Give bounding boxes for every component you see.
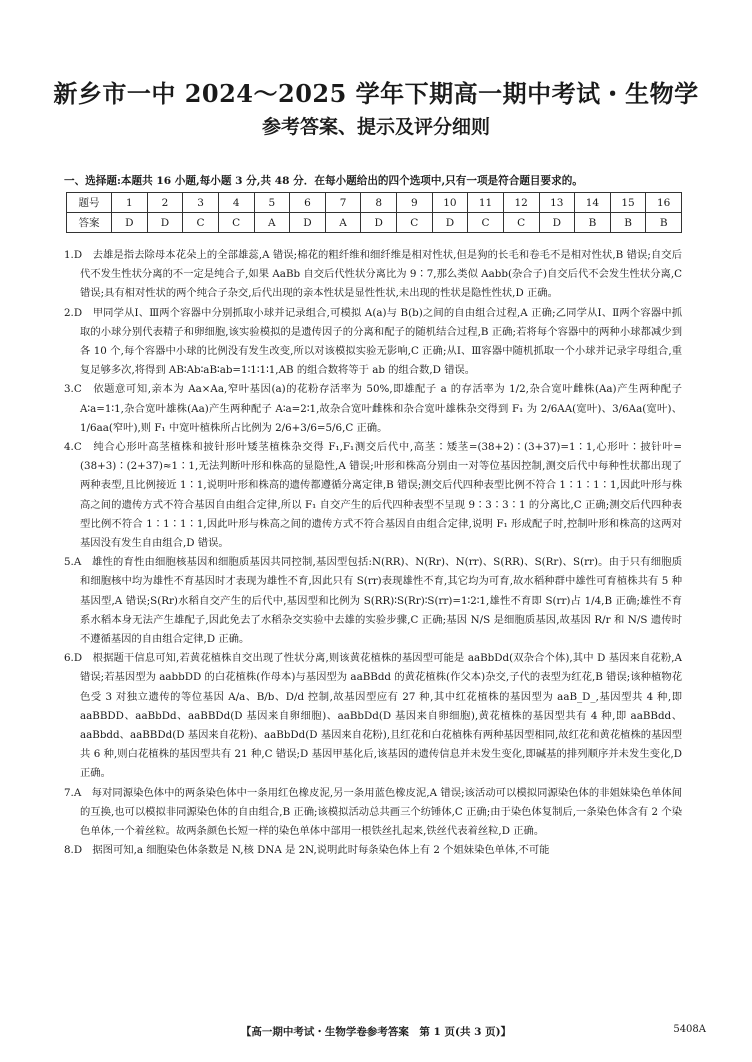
answer-cell: D [539, 213, 575, 233]
answer-cell: B [610, 213, 646, 233]
question-number: 8 [361, 193, 397, 213]
question-number: 1 [112, 193, 148, 213]
explanation-item: 7.A 每对同源染色体中的两条染色体中一条用红色橡皮泥,另一条用蓝色橡皮泥,A 错误;该活动可以模拟同源染色体的非姐妹染色单体间的互换,也可以模拟非同源染色体的自由组合,B 正确;该模拟活动总共画三个纺锤体,C 正确;由于染色体复制后,一条染色体含有 2 个染色单体,一个着丝粒。故两条颜色长短一样的染色单体中部用一根铁丝扎起来,铁丝代表着丝粒,D 正确。 [64, 786, 682, 838]
section-heading: 一、选择题:本题共 16 小题,每小题 3 分,共 48 分．在每小题给出的四个选项中,只有一项是符合题目要求的。 [64, 175, 583, 187]
question-number: 13 [539, 193, 575, 213]
explanation-item: 4.C 纯合心形叶高茎植株和披针形叶矮茎植株杂交得 F₁,F₁测交后代中,高茎∶矮茎=(38+2)∶(3+37)=1∶1,心形叶∶披针叶=(38+3)∶(2+37)≈1∶1,无法判断叶形和株高的显隐性,A 错误;叶形和株高分别由一对等位基因控制,测交后代中每种性状都出现了两种表型,且比例接近 1∶1,说明叶形和株高的遗传都遵循分离定律,B 错误;测交后代四种表型比例不符合 1∶1∶1∶1,因此叶形与株高之间的遗传方式不符合基因自由组合定律,所以 F₁ 自交产生的后代四种表型不呈现 9∶3∶3∶1 的分离比,C 正确;测交后代四种表型比例不符合 1∶1∶1∶1,因此叶形与株高之间的遗传方式不符合基因自由组合定律,说明 F₁ 形成配子时,控制叶形和株高的这两对基因没有发生自由组合,D 错误。 [64, 441, 682, 550]
answer-cell: C [503, 213, 539, 233]
page-title: 新乡市一中 2024～2025 学年下期高一期中考试・生物学 [53, 79, 699, 108]
question-number: 12 [503, 193, 539, 213]
row-label-number: 题号 [67, 193, 112, 213]
explanations-body [64, 246, 682, 861]
question-number: 10 [432, 193, 468, 213]
answer-cell: C [183, 213, 219, 233]
answer-cell: D [432, 213, 468, 233]
answer-cell: C [397, 213, 433, 233]
explanation-item: 3.C 依题意可知,亲本为 Aa×Aa,窄叶基因(a)的花粉存活率为 50%,即雄配子 a 的存活率为 1/2,杂合宽叶雌株(Aa)产生两种配子 A∶a=1∶1,杂合宽叶雄株(Aa)产生两种配子 A∶a=2∶1,故杂合宽叶雌株和杂合宽叶雄株杂交得到 F₁ 为 2/6AA(宽叶)、3/6Aa(宽叶)、1/6aa(窄叶),则 F₁ 中宽叶植株所占比例为 2/6+3/6=5/6,C 正确。 [64, 383, 682, 434]
question-number: 6 [290, 193, 326, 213]
answer-cell: D [290, 213, 326, 233]
page-footer: 【高一期中考试・生物学卷参考答案 第 1 页(共 3 页)】 [240, 1026, 512, 1038]
explanation-item: 6.D 根据题干信息可知,若黄花植株自交出现了性状分离,则该黄花植株的基因型可能是 aaBbDd(双杂合个体),其中 D 基因来自花粉,A 错误;若基因型为 aabbDD 的白花植株(作母本)与基因型为 aaBBdd 的黄花植株(作父本)杂交,子代的表型为红花,B 错误;该种植物花色受 3 对独立遗传的等位基因 A/a、B/b、D/d 控制,故基因型应有 27 种,其中红花植株的基因型为 aaB_D_,基因型共 4 种,即 aaBBDD、aaBbDd、aaBBDd(D 基因来自卵细胞)、aaBbDd(D 基因来自卵细胞),黄花植株的基因型共有 4 种,即 aaBBdd、aaBbdd、aaBBDd(D 基因来自花粉)、aaBbDd(D 基因来自花粉),且红花和白花植株有两种基因型相同,故红花和黄花植株的基因型共 6 种,则白花植株的基因型共有 21 种,C 错误;D 基因甲基化后,该基因的遗传信息并未发生变化,即碱基的排列顺序并未发生变化,D 正确。 [64, 652, 682, 780]
answer-cell: B [575, 213, 611, 233]
answer-cell: A [254, 213, 290, 233]
question-number: 5 [254, 193, 290, 213]
question-number: 2 [147, 193, 183, 213]
explanation-item: 8.D 据图可知,a 细胞染色体条数是 N,核 DNA 是 2N,说明此时每条染色体上有 2 个姐妹染色单体,不可能 [64, 844, 550, 857]
question-number: 7 [325, 193, 361, 213]
answer-cell: A [325, 213, 361, 233]
paper-code: 5408A [673, 1024, 706, 1035]
answer-table-answer-row [67, 213, 682, 233]
question-number: 4 [218, 193, 254, 213]
answer-cell: C [218, 213, 254, 233]
question-number: 16 [646, 193, 682, 213]
answer-table [66, 192, 682, 233]
explanation-item: 1.D 去雄是指去除母本花朵上的全部雄蕊,A 错误;棉花的粗纤维和细纤维是相对性状,但是狗的长毛和卷毛不是相对性状,B 错误;自交后代不发生性状分离的不一定是纯合子,如果 AaBb 自交后代性状分离比为 9∶7,那么类似 Aabb(杂合子)自交后代不会发生性状分离,C 错误;具有相对性状的两个纯合子杂交,后代出现的亲本性状是显性性状,未出现的性状是隐性性状,D 正确。 [64, 249, 682, 300]
explanation-item: 5.A 雄性的育性由细胞核基因和细胞质基因共同控制,基因型包括:N(RR)、N(Rr)、N(rr)、S(RR)、S(Rr)、S(rr)。由于只有细胞质和细胞核中均为雄性不育基因时才表现为雄性不育,因此只有 S(rr)表现雄性不育,其它均为可育,故水稻种群中雄性可育植株共有 5 种基因型,A 错误;S(Rr)水稻自交产生的后代中,基因型和比例为 S(RR)∶S(Rr)∶S(rr)=1∶2∶1,雄性不育即 S(rr)占 1/4,B 正确;雄性不育系水稻本身无法产生雄配子,因此免去了水稻杂交实验中去雄的实验步骤,C 正确;基因 N/S 是细胞质基因,故基因 R/r 和 N/S 遗传时不遵循基因的自由组合定律,D 正确。 [64, 556, 682, 646]
question-number: 14 [575, 193, 611, 213]
question-number: 11 [468, 193, 504, 213]
answer-cell: D [361, 213, 397, 233]
question-number: 9 [397, 193, 433, 213]
page-subtitle: 参考答案、提示及评分细则 [261, 116, 490, 138]
answer-cell: D [112, 213, 148, 233]
explanation-item: 2.D 甲同学从Ⅰ、Ⅲ两个容器中分别抓取小球并记录组合,可模拟 A(a)与 B(b)之间的自由组合过程,A 正确;乙同学从Ⅰ、Ⅱ两个容器中抓取的小球分别代表精子和卵细胞,该实验模拟的是遗传因子的分离和配子的随机结合过程,B 正确;若将每个容器中的两种小球都减少到各 10 个,每个容器中小球的比例没有发生改变,所以对该模拟实验无影响,C 正确;从Ⅰ、Ⅲ容器中随机抓取一个小球并记录字母组合,重复足够多次,将得到 AB∶Ab∶aB∶ab=1∶1∶1∶1,AB 的组合数将等于 ab 的组合数,D 错误。 [64, 306, 682, 377]
answer-cell: D [147, 213, 183, 233]
question-number: 3 [183, 193, 219, 213]
answer-table-number-row [67, 193, 682, 213]
row-label-answer: 答案 [67, 213, 112, 233]
answer-cell: B [646, 213, 682, 233]
question-number: 15 [610, 193, 646, 213]
answer-cell: C [468, 213, 504, 233]
